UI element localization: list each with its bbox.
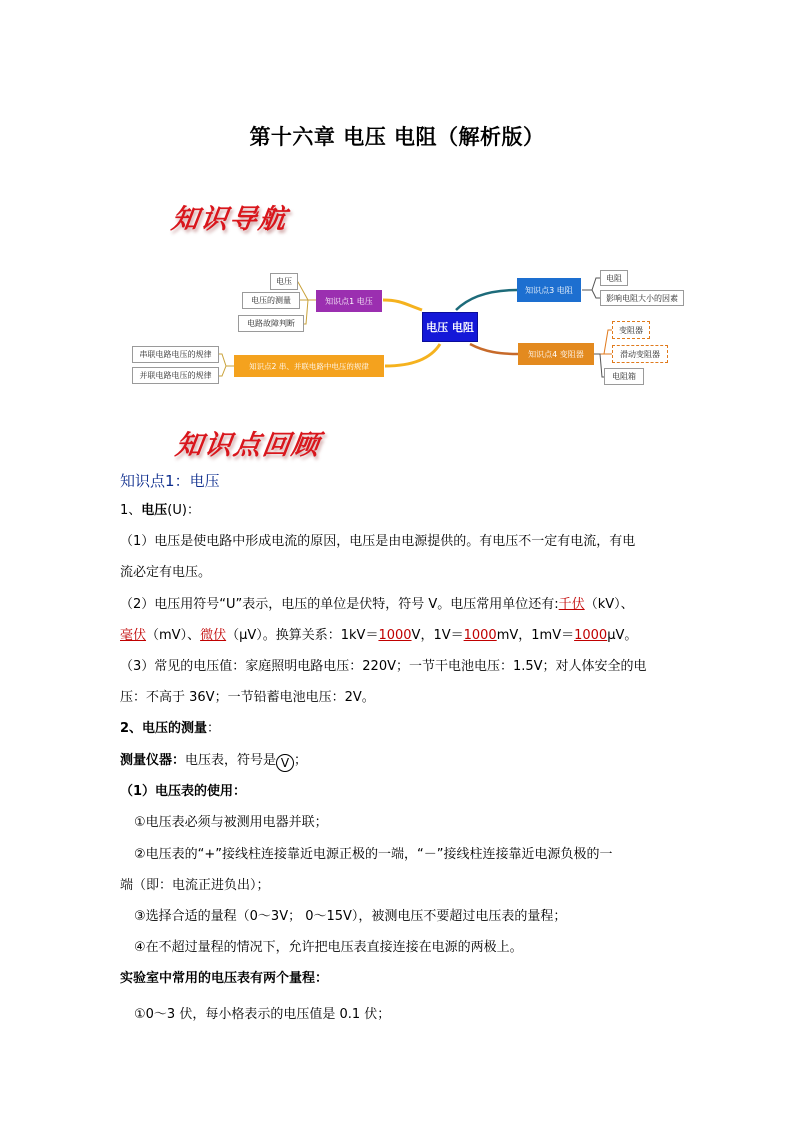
mind-map-leaf: 变阻器 — [612, 321, 650, 339]
mind-map-center: 电压 电阻 — [422, 312, 478, 342]
mind-map-leaf: 电阻箱 — [604, 368, 644, 385]
paragraph-line: 压：不高于 36V；一节铅蓄电池电压：2V。 — [120, 690, 375, 705]
section-heading-sep: ： — [174, 472, 190, 490]
mind-map-topic-4: 知识点4 变阻器 — [518, 343, 594, 365]
list-item: ②电压表的“+”接线柱连接靠近电源正极的一端，“－”接线柱连接靠近电源负极的一 — [134, 847, 613, 862]
text-run: （μV）。换算关系：1kV＝ — [226, 628, 379, 643]
text-bold: 测量仪器： — [120, 753, 186, 768]
answer-blank: 1000 — [378, 628, 412, 643]
heading-prefix: 1、 — [120, 503, 142, 518]
list-item: 端（即：电流正进负出）； — [120, 878, 270, 893]
paragraph-line — [120, 751, 307, 772]
mind-map — [0, 260, 794, 400]
paragraph-line: 流必定有电压。 — [120, 565, 212, 580]
paragraph-line — [120, 595, 634, 615]
mind-map-leaf: 影响电阻大小的因素 — [600, 290, 684, 306]
banner-knowledge-nav: 知识导航 — [169, 204, 290, 235]
section-heading-label: 知识点 — [120, 472, 166, 490]
paragraph-line — [120, 626, 637, 646]
subheading: （1）电压表的使用： — [120, 784, 247, 799]
section-heading — [120, 470, 220, 491]
text-run: mV，1mV＝ — [496, 628, 575, 643]
mind-map-leaf: 滑动变阻器 — [612, 345, 668, 363]
heading-measurement — [120, 719, 220, 739]
mind-map-leaf: 串联电路电压的规律 — [132, 346, 219, 363]
answer-blank: 千伏 — [558, 597, 585, 612]
text-run: ； — [294, 753, 308, 768]
heading-tail: ： — [207, 721, 221, 736]
mind-map-leaf: 电阻 — [600, 270, 628, 286]
answer-blank: 1000 — [574, 628, 608, 643]
text-run: （2）电压用符号“U”表示，电压的单位是伏特，符号 V。电压常用单位还有: — [120, 597, 559, 612]
banner-knowledge-review: 知识点回顾 — [173, 430, 323, 461]
mind-map-leaf: 电路故障判断 — [238, 315, 304, 332]
paragraph-line: （3）常见的电压值：家庭照明电路电压：220V；一节干电池电压：1.5V；对人体安全的电 — [120, 659, 647, 674]
answer-blank: 毫伏 — [120, 628, 147, 643]
voltmeter-symbol-icon: V — [276, 754, 294, 772]
answer-blank: 1000 — [463, 628, 497, 643]
heading-bold: 电压 — [141, 503, 168, 518]
text-run: （kV）、 — [584, 597, 634, 612]
heading-bold: 2、电压的测量 — [120, 721, 208, 736]
text-run: 电压表，符号是 — [185, 753, 277, 768]
page-title: 第十六章 电压 电阻（解析版） — [249, 125, 545, 149]
mind-map-topic-2: 知识点2 串、并联电路中电压的规律 — [234, 355, 384, 377]
paragraph-line: （1）电压是使电路中形成电流的原因，电压是由电源提供的。有电压不一定有电流，有电 — [120, 534, 636, 549]
list-item: ①0～3 伏，每小格表示的电压值是 0.1 伏； — [134, 1007, 391, 1022]
text-run: （mV）、 — [146, 628, 201, 643]
list-item: ③选择合适的量程（0～3V； 0～15V），被测电压不要超过电压表的量程； — [134, 909, 567, 924]
mind-map-leaf: 电压 — [270, 273, 298, 290]
section-heading-number: 1 — [165, 472, 175, 490]
mind-map-leaf: 电压的测量 — [242, 292, 300, 309]
list-item: ①电压表必须与被测用电器并联； — [134, 815, 328, 830]
mind-map-topic-3: 知识点3 电阻 — [517, 278, 581, 302]
text-run: μV。 — [607, 628, 638, 643]
list-item: ④在不超过量程的情况下，允许把电压表直接连接在电源的两极上。 — [134, 940, 523, 955]
mind-map-topic-1: 知识点1 电压 — [316, 290, 382, 312]
text-run: V，1V＝ — [411, 628, 464, 643]
heading-tail: (U)： — [167, 503, 200, 518]
section-heading-name: 电压 — [189, 472, 220, 490]
answer-blank: 微伏 — [200, 628, 227, 643]
subheading: 实验室中常用的电压表有两个量程： — [120, 971, 329, 986]
heading-voltage — [120, 501, 200, 521]
mind-map-leaf: 并联电路电压的规律 — [132, 367, 219, 384]
mind-map-connectors — [0, 260, 794, 400]
